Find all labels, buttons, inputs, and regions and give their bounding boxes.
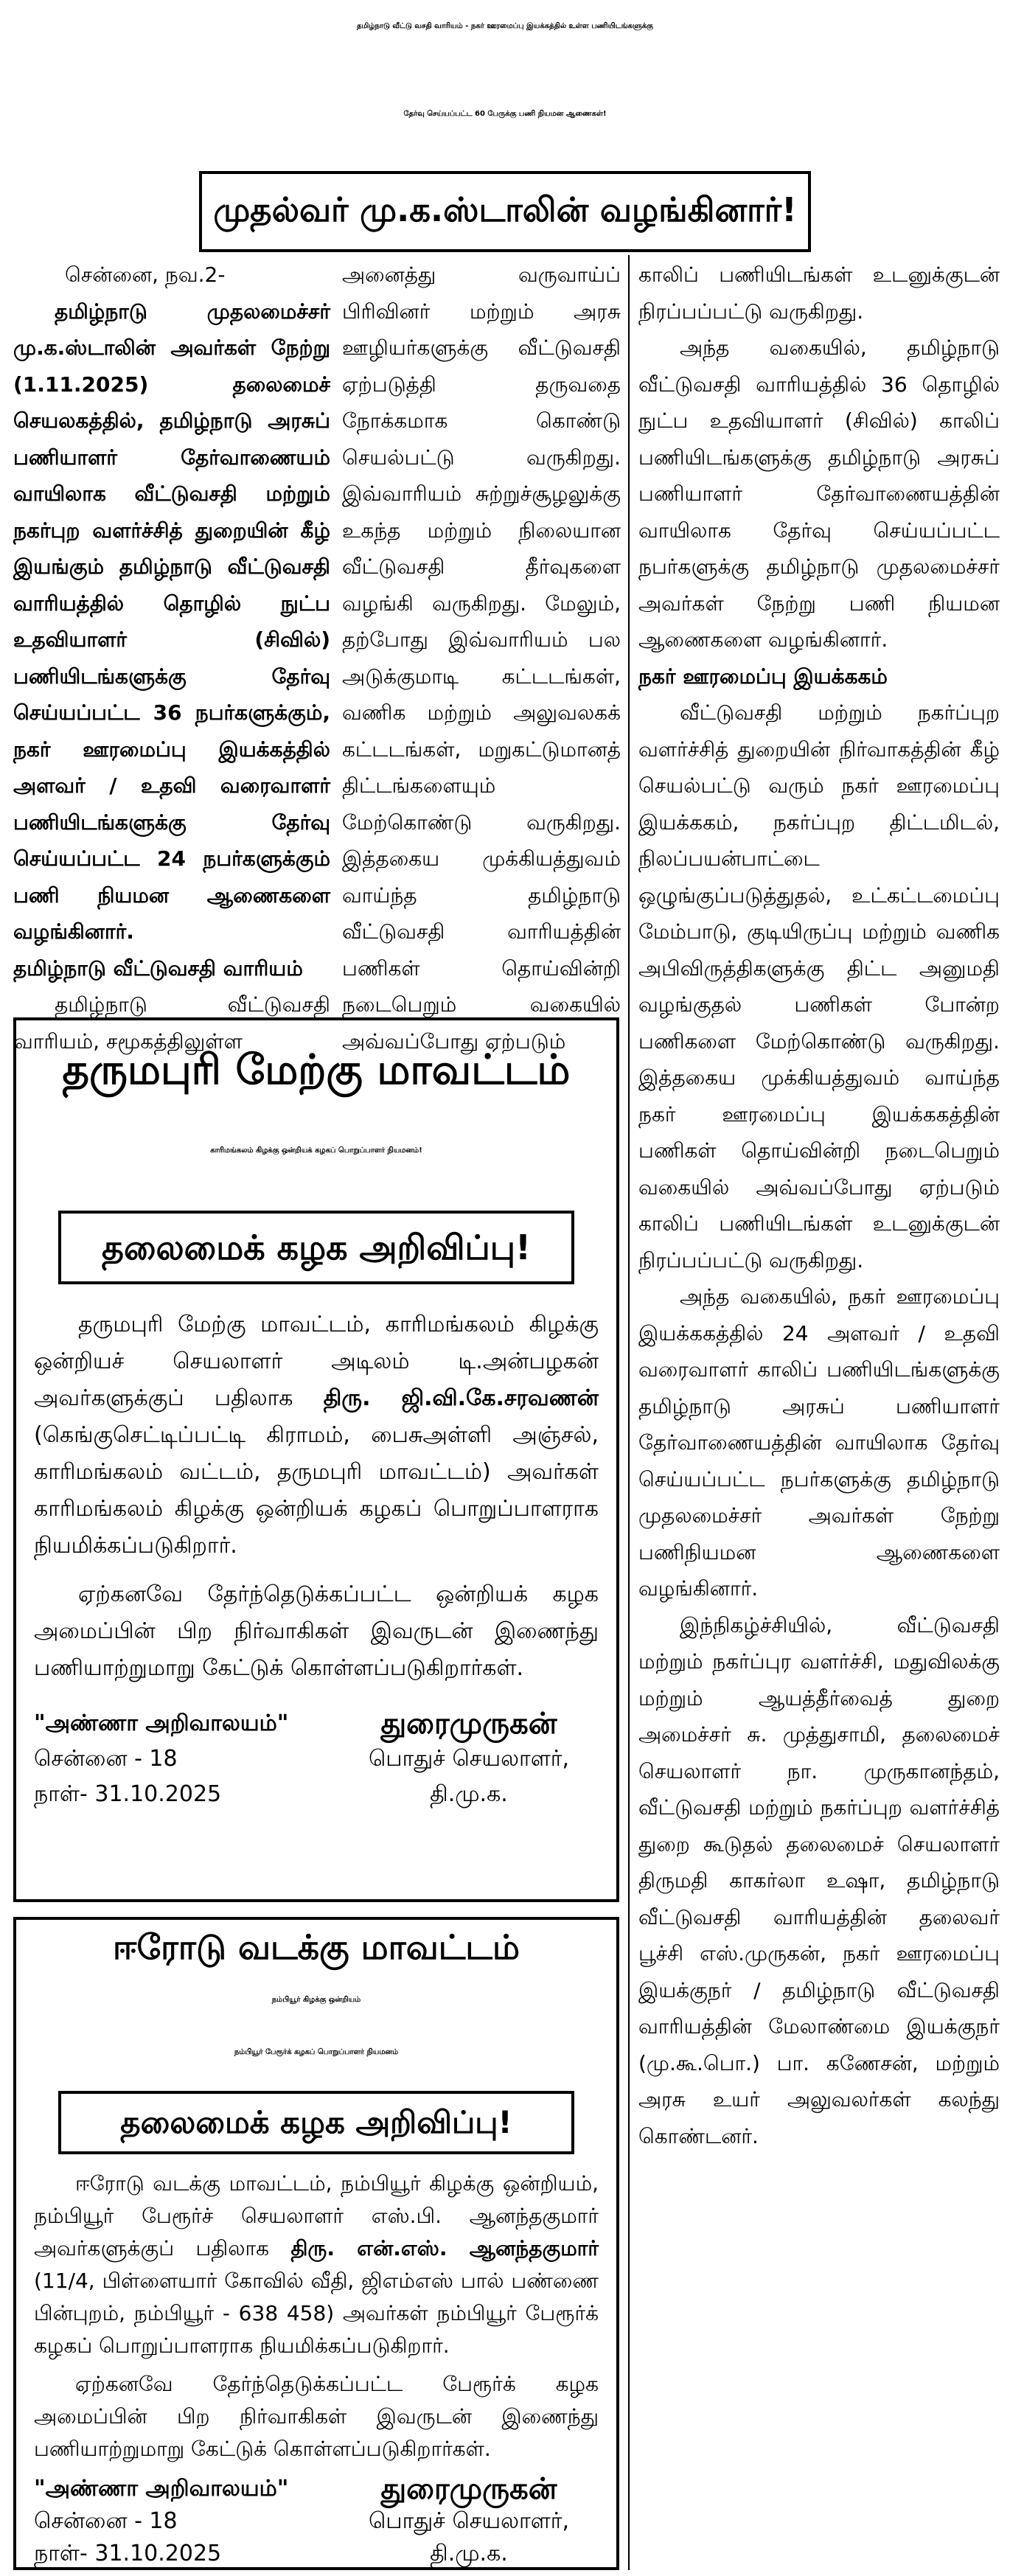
article-column-2 — [342, 257, 621, 1054]
notice-signature — [369, 2473, 569, 2570]
address-name: "அண்ணா அறிவாலயம்" — [34, 2476, 289, 2502]
address-city: சென்னை - 18 — [34, 2508, 178, 2534]
notice-dharmapuri — [13, 1017, 619, 1902]
notice-address — [34, 1706, 288, 1812]
notice-body — [16, 1306, 616, 1687]
notice-announcement-box — [58, 2091, 574, 2154]
kicker-line: தமிழ்நாடு வீட்டு வசதி வாரியம் - நகர் ஊரமைப்பு இயக்கத்தில் உள்ள பணியிடங்களுக்கு — [356, 22, 654, 30]
article-paragraph: அந்த வகையில், தமிழ்நாடு வீட்டுவசதி வாரியத்தில் 36 தொழில் நுட்ப உதவியாளர் (சிவில்) காலிப் பணியிடங்களுக்கு தமிழ்நாடு அரசுப் பணியாளர் தேர்வாணையத்தின் வாயிலாக தேர்வு செய்யப்பட்ட நபர்களுக்கு தமிழ்நாடு முதலமைச்சர் அவர்கள் நேற்று பணி நியமன ஆணைகளை வழங்கினார். — [638, 335, 1000, 652]
notice-subtitle: நம்பியூர் பேரூர்க் கழகப் பொறுப்பாளர் நியமனம் — [234, 2048, 399, 2056]
signer-org: தி.மு.க. — [430, 1781, 508, 1807]
article-paragraph: காலிப் பணியிடங்கள் உடனுக்குடன் நிரப்பப்பட்டு வருகிறது. — [638, 262, 1000, 324]
subheadline: முதல்வர் மு.க.ஸ்டாலின் வழங்கினார்! — [213, 189, 797, 229]
main-headline: தேர்வு செய்யப்பட்ட 60 பேருக்கு பணி நியமன ஆணைகள்! — [403, 110, 607, 118]
signer-role: பொதுச் செயலாளர், — [368, 1746, 569, 1772]
signer-name: துரைமுருகன் — [380, 1707, 557, 1741]
notice-erode — [13, 1917, 619, 2570]
notice-text: ஈரோடு வடக்கு மாவட்டம், நம்பியூர் கிழக்கு ஒன்றியம், நம்பியூர் பேரூர்ச் செயலாளர் எஸ்.பி. ஆனந்தகுமார் அவர்களுக்குப் பதிலாக — [34, 2171, 599, 2260]
dateline: சென்னை, நவ.2- — [65, 262, 226, 287]
notice-district: ஈரோடு வடக்கு மாவட்டம் — [113, 1927, 520, 1967]
section-heading-town-planning: நகர் ஊரமைப்பு இயக்ககம் — [638, 664, 888, 689]
notice-text: (கெங்குசெட்டிப்பட்டி கிராமம், பைசுஅள்ளி அஞ்சல், காரிமங்கலம் வட்டம், தருமபுரி மாவட்டம்) அவர்கள் காரிமங்கலம் கிழக்கு ஒன்றியக் கழகப் பொறுப்பாளராக நியமிக்கப்படுகிறார். — [34, 1422, 599, 1559]
notice-paragraph — [34, 1306, 599, 1564]
subheadline-box — [199, 171, 811, 252]
appointee-name: திரு. ஜி.வி.கே.சரவணன் — [323, 1385, 599, 1411]
column-divider — [628, 255, 630, 2570]
article-paragraph: இந்நிகழ்ச்சியில், வீட்டுவசதி மற்றும் நகர்ப்புர வளர்ச்சி, மதுவிலக்கு மற்றும் ஆயத்தீர்வைத் துறை அமைச்சர் சு. முத்துசாமி, தலைமைச் செயலாளர் நா. முருகானந்தம், வீட்டுவசதி மற்றும் நகர்ப்புற வளர்ச்சித் துறை கூடுதல் தலைமைச் செயலாளர் திருமதி காகர்லா உஷா, தமிழ்நாடு வீட்டுவசதி வாரியத்தின் தலைவர் பூச்சி எஸ்.முருகன், நகர் ஊரமைப்பு இயக்குநர் / தமிழ்நாடு வீட்டுவசதி வாரியத்தின் மேலாண்மை இயக்குநர் (மு.கூ.பொ.) பா. கணேசன், மற்றும் அரசு உயர் அலுவலர்கள் கலந்து கொண்டனர். — [638, 1612, 1000, 2148]
address-city: சென்னை - 18 — [34, 1746, 178, 1772]
signer-org: தி.மு.க. — [430, 2541, 508, 2566]
notice-announcement: தலைமைக் கழக அறிவிப்பு! — [120, 2104, 512, 2140]
address-name: "அண்ணா அறிவாலயம்" — [34, 1710, 289, 1736]
section-heading-housing-board: தமிழ்நாடு வீட்டுவசதி வாரியம் — [13, 955, 303, 981]
article-column-1 — [13, 257, 330, 1054]
notice-paragraph: ஏற்கனவே தேர்ந்தெடுக்கப்பட்ட ஒன்றியக் கழக அமைப்பின் பிற நிர்வாகிகள் இவருடன் இணைந்து பணியாற்றுமாறு கேட்டுக் கொள்ளப்படுகிறார்கள். — [34, 1581, 599, 1681]
notice-date: நாள்- 31.10.2025 — [34, 2541, 222, 2566]
signer-role: பொதுச் செயலாளர், — [368, 2508, 569, 2534]
notice-text: தருமபுரி மேற்கு மாவட்டம், காரிமங்கலம் கிழக்கு ஒன்றியச் செயலாளர் அடிலம் டி.அன்பழகன் அவர்களுக்குப் பதிலாக — [34, 1312, 599, 1411]
notice-signature — [369, 1706, 569, 1812]
notice-paragraph — [34, 2168, 599, 2362]
article-paragraph: அனைத்து வருவாய்ப் பிரிவினர் மற்றும் அரசு ஊழியர்களுக்கு வீட்டுவசதி ஏற்படுத்தி தருவதை நோக்கமாக கொண்டு செயல்பட்டு வருகிறது. இவ்வாரியம் சுற்றுச்சூழலுக்கு உகந்த மற்றும் நிலையான வீட்டுவசதி தீர்வுகளை வழங்கி வருகிறது. மேலும், தற்போது இவ்வாரியம் பல அடுக்குமாடி கட்டடங்கள், வணிக மற்றும் அலுவலகக் கட்டடங்கள், மறுகட்டுமானத் திட்டங்களையும் மேற்கொண்டு வருகிறது. இத்தகைய முக்கியத்துவம் வாய்ந்த தமிழ்நாடு வீட்டுவசதி வாரியத்தின் பணிகள் தொய்வின்றி நடைபெறும் வகையில் அவ்வப்போது ஏற்படும் — [342, 262, 621, 1054]
article-paragraph: அந்த வகையில், நகர் ஊரமைப்பு இயக்ககத்தில் 24 அளவர் / உதவி வரைவாளர் காலிப் பணியிடங்களுக்கு தமிழ்நாடு அரசுப் பணியாளர் தேர்வாணையத்தின் வாயிலாக தேர்வு செய்யப்பட்ட நபர்களுக்கு தமிழ்நாடு முதலமைச்சர் அவர்கள் நேற்று பணிநியமன ஆணைகளை வழங்கினார். — [638, 1284, 1000, 1601]
signer-name: துரைமுருகன் — [380, 2472, 557, 2506]
notice-body — [16, 2168, 616, 2465]
notice-announcement-box — [58, 1211, 574, 1284]
notice-title: காரிமங்கலம் கிழக்கு ஒன்றியக் கழகப் பொறுப்பாளர் நியமனம்! — [210, 1146, 422, 1155]
notice-address — [34, 2473, 288, 2570]
notice-title: நம்பியூர் கிழக்கு ஒன்றியம் — [271, 1996, 361, 2004]
notice-footer — [34, 2473, 599, 2576]
article-column-3 — [638, 257, 1000, 2570]
notice-date: நாள்- 31.10.2025 — [34, 1781, 222, 1807]
article-lead-paragraph: தமிழ்நாடு முதலமைச்சர் மு.க.ஸ்டாலின் அவர்கள் நேற்று (1.11.2025) தலைமைச் செயலகத்தில், தமிழ்நாடு அரசுப் பணியாளர் தேர்வாணையம் வாயிலாக வீட்டுவசதி மற்றும் நகர்புற வளர்ச்சித் துறையின் கீழ் இயங்கும் தமிழ்நாடு வீட்டுவசதி வாரியத்தில் தொழில் நுட்ப உதவியாளர் (சிவில்) பணியிடங்களுக்கு தேர்வு செய்யப்பட்ட 36 நபர்களுக்கும், நகர் ஊரமைப்பு இயக்கத்தில் அளவர் / உதவி வரைவாளர் பணியிடங்களுக்கு தேர்வு செய்யப்பட்ட 24 நபர்களுக்கும் பணி நியமன ஆணைகளை வழங்கினார். — [13, 299, 330, 944]
article-paragraph: தமிழ்நாடு வீட்டுவசதி வாரியம், சமூகத்திலுள்ள — [13, 992, 330, 1054]
notice-paragraph: ஏற்கனவே தேர்ந்தெடுக்கப்பட்ட பேரூர்க் கழக அமைப்பின் பிற நிர்வாகிகள் இவருடன் இணைந்து பணியாற்றுமாறு கேட்டுக் கொள்ளப்படுகிறார்கள். — [34, 2372, 599, 2461]
article-paragraph: வீட்டுவசதி மற்றும் நகர்ப்புற வளர்ச்சித் துறையின் நிர்வாகத்தின் கீழ் செயல்பட்டு வரும் நகர் ஊரமைப்பு இயக்ககம், நகர்ப்புற திட்டமிடல், நிலப்பயன்பாட்டை ஒழுங்குப்படுத்துதல், உட்கட்டமைப்பு மேம்பாடு, குடியிருப்பு மற்றும் வணிக அபிவிருத்திகளுக்கு திட்ட அனுமதி வழங்குதல் பணிகள் போன்ற பணிகளை மேற்கொண்டு வருகிறது. இத்தகைய முக்கியத்துவம் வாய்ந்த நகர் ஊரமைப்பு இயக்ககத்தின் பணிகள் தொய்வின்றி நடைபெறும் வகையில் அவ்வப்போது ஏற்படும் காலிப் பணியிடங்கள் உடனுக்குடன் நிரப்பப்பட்டு வருகிறது. — [638, 700, 1000, 1273]
notice-district: தருமபுரி மேற்கு மாவட்டம் — [62, 1046, 571, 1094]
appointee-name: திரு. என்.எஸ். ஆனந்தகுமார் — [290, 2236, 599, 2260]
notice-announcement: தலைமைக் கழக அறிவிப்பு! — [101, 1228, 531, 1267]
notice-text: (11/4, பிள்ளையார் கோவில் வீதி, ஜிஎம்எஸ் பால் பண்ணை பின்புறம், நம்பியூர் - 638 458) அவர்கள் நம்பியூர் பேரூர்க் கழகப் பொறுப்பாளராக நியமிக்கப்படுகிறார். — [34, 2269, 599, 2358]
notice-footer — [34, 1706, 599, 1817]
